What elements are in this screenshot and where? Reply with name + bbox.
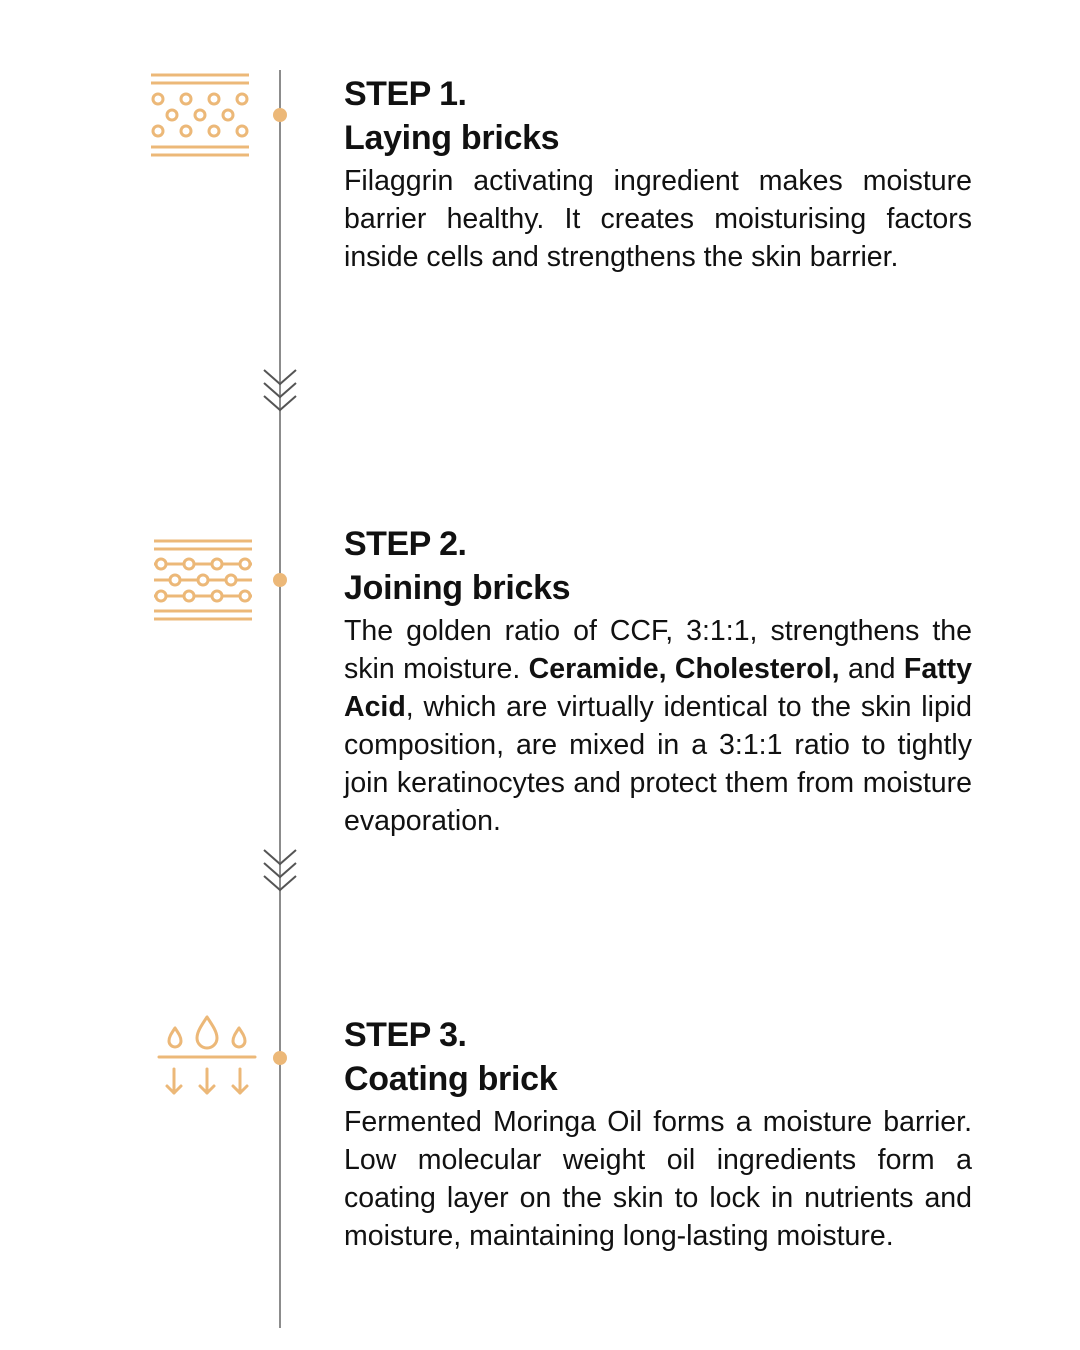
linked-beads-layer-icon bbox=[153, 538, 253, 622]
step-title: Laying bricks bbox=[344, 119, 560, 157]
step-description bbox=[344, 612, 972, 840]
step-title: Coating brick bbox=[344, 1060, 558, 1098]
timeline-dot-step-1 bbox=[273, 108, 287, 122]
description-text: The golden ratio of CCF, 3:1:1, strengthens the skin moisture. bbox=[344, 615, 972, 685]
step-number: STEP 2. bbox=[344, 525, 467, 563]
description-text: , which are virtually identical to the skin lipid composition, are mixed in a 3:1:1 ratio to tightly join keratinocytes and protect them from moisture evaporation. bbox=[344, 691, 972, 837]
chevron-down-icon bbox=[262, 848, 300, 896]
water-drops-coating-icon bbox=[157, 1014, 257, 1098]
description-bold-text: Fatty Acid bbox=[344, 653, 972, 723]
timeline-dot-step-2 bbox=[273, 573, 287, 587]
timeline-dot-step-3 bbox=[273, 1051, 287, 1065]
description-text: and bbox=[839, 653, 904, 685]
circles-layer-icon bbox=[150, 72, 250, 158]
step-1 bbox=[344, 72, 972, 276]
description-bold-text: Ceramide, Cholesterol, bbox=[528, 653, 840, 685]
step-number: STEP 1. bbox=[344, 75, 467, 113]
step-description: Filaggrin activating ingredient makes moisture barrier healthy. It creates moisturising factors inside cells and strengthens the skin barrier. bbox=[344, 165, 972, 273]
step-description: Fermented Moringa Oil forms a moisture barrier. Low molecular weight oil ingredients form a coating layer on the skin to lock in nutrients and moisture, maintaining long-lasting moisture. bbox=[344, 1106, 972, 1252]
step-title: Joining bricks bbox=[344, 569, 571, 607]
chevron-down-icon bbox=[262, 368, 300, 416]
step-2 bbox=[344, 522, 972, 840]
step-3 bbox=[344, 1013, 972, 1255]
step-number: STEP 3. bbox=[344, 1016, 467, 1054]
timeline-line bbox=[279, 70, 281, 1328]
